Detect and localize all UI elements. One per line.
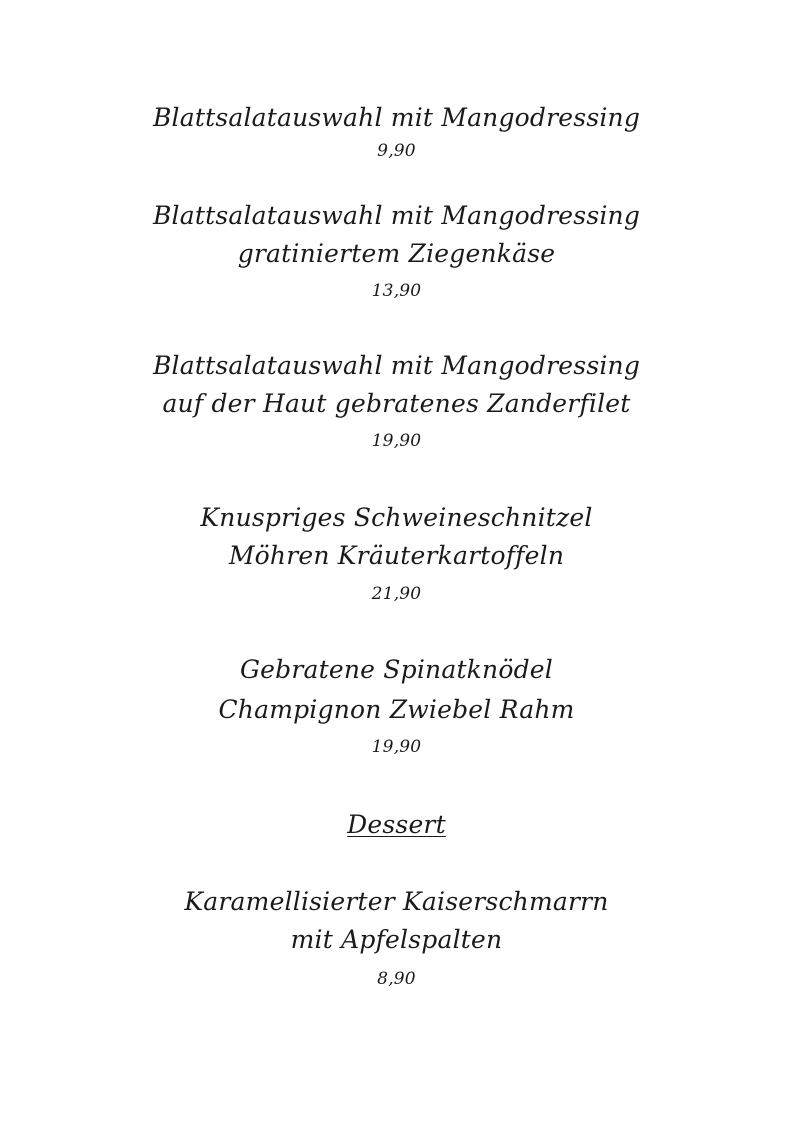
- menu-item-4-name-line-2: Möhren Kräuterkartoffeln: [228, 541, 565, 570]
- menu-item-5-name-line-2: Champignon Zwiebel Rahm: [218, 695, 575, 724]
- menu-item-5-name-line-1: Gebratene Spinatknödel: [240, 655, 553, 684]
- menu-item-1-price: 9,90: [377, 141, 416, 161]
- dessert-item-1-name-line-1: Karamellisierter Kaiserschmarrn: [184, 887, 609, 916]
- menu-item-1-name-line-1: Blattsalatauswahl mit Mangodressing: [152, 103, 641, 132]
- menu-item-5-price: 19,90: [371, 737, 422, 757]
- menu-item-3-name-line-1: Blattsalatauswahl mit Mangodressing: [152, 351, 641, 380]
- menu-item-4-name-line-1: Knuspriges Schweineschnitzel: [200, 503, 593, 532]
- dessert-item-1-name-line-2: mit Apfelspalten: [290, 925, 503, 954]
- menu-item-3-price: 19,90: [371, 431, 422, 451]
- dessert-heading: Dessert: [347, 810, 446, 839]
- menu-item-3-name-line-2: auf der Haut gebratenes Zanderfilet: [162, 389, 631, 418]
- menu-item-2-price: 13,90: [371, 281, 422, 301]
- menu-item-4-price: 21,90: [371, 584, 422, 604]
- menu-item-2-name-line-2: gratiniertem Ziegenkäse: [237, 239, 556, 268]
- menu-item-2-name-line-1: Blattsalatauswahl mit Mangodressing: [152, 201, 641, 230]
- dessert-item-1-price: 8,90: [377, 969, 416, 989]
